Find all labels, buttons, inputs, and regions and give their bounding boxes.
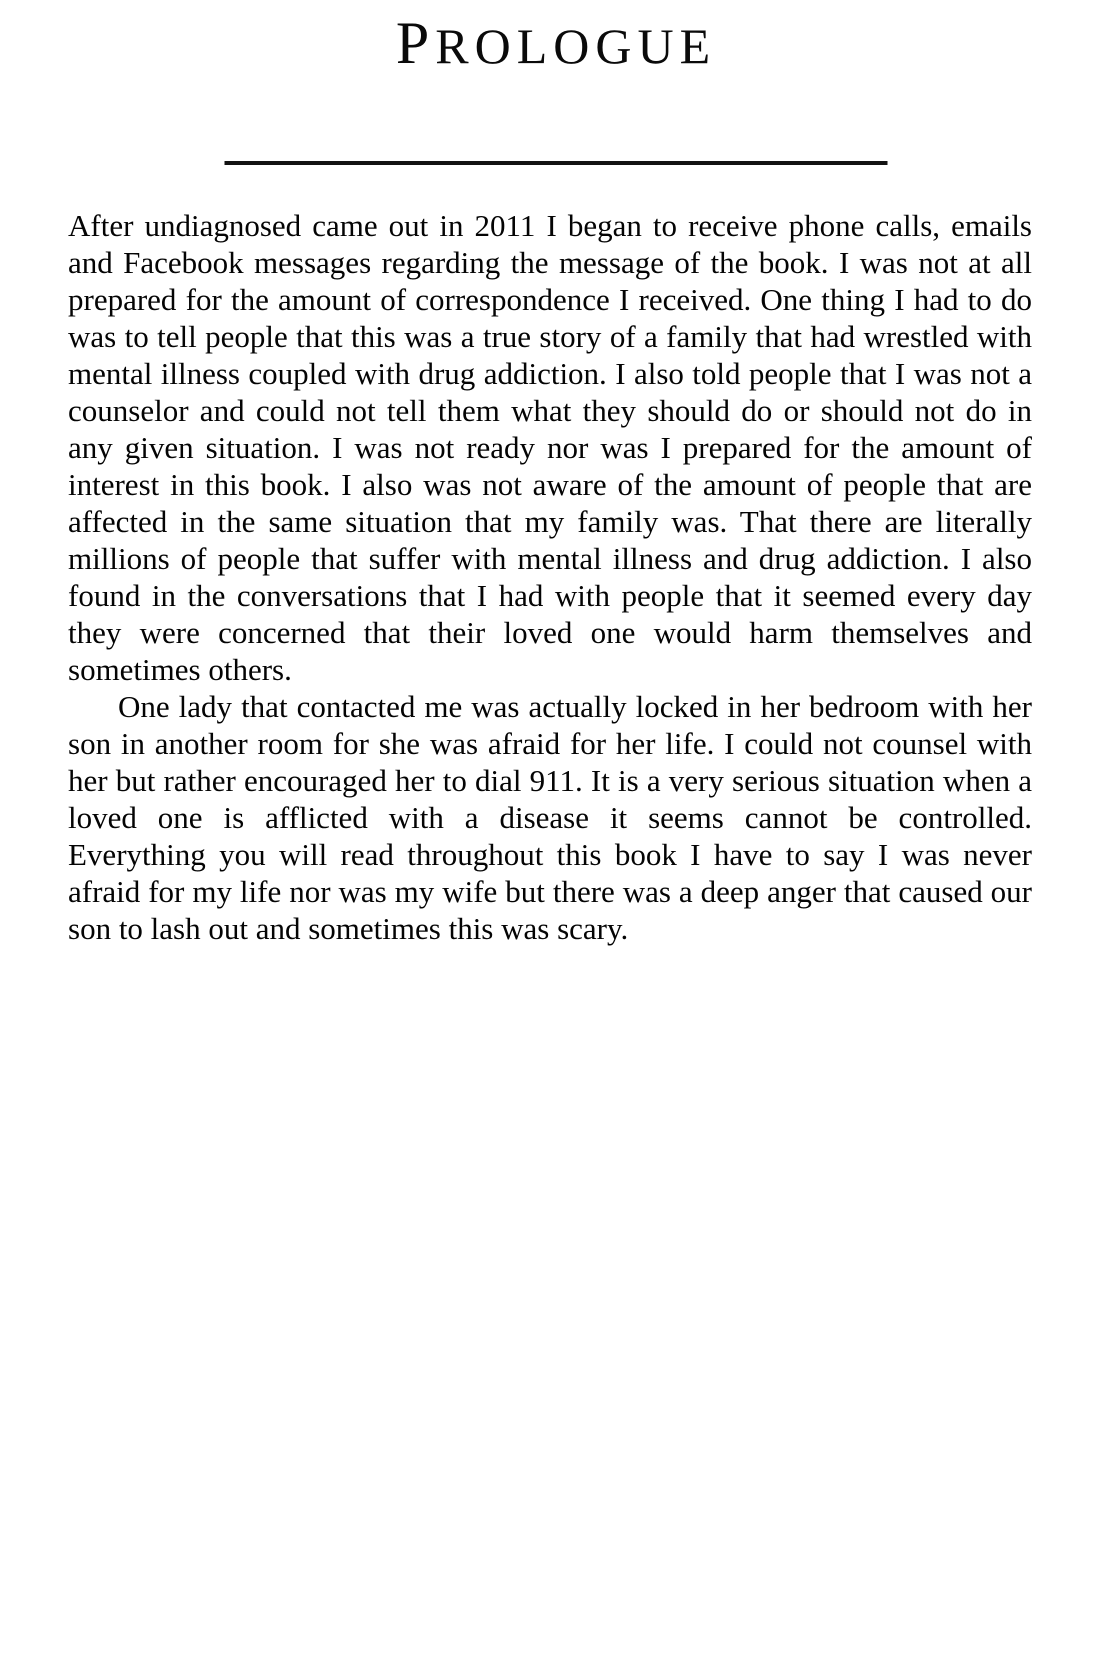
chapter-title: PROLOGUE bbox=[395, 10, 717, 76]
title-divider bbox=[225, 161, 888, 165]
body-text bbox=[68, 207, 1032, 947]
paragraph-2: One lady that contacted me was actually locked in her bedroom with her son in another room for she was afraid for her life. I could not counsel with her but rather encouraged her to dial 911. It is a very serious situation when a loved one is afflicted with a disease it seems cannot be controlled. Everything you will read throughout this book I have to say I was never afraid for my life nor was my wife but there was a deep anger that caused our son to lash out and sometimes this was scary. bbox=[68, 689, 1032, 946]
paragraph-1: After undiagnosed came out in 2011 I began to receive phone calls, emails and Facebook messages regarding the message of the book. I was not at all prepared for the amount of correspondence I received. One thing I had to do was to tell people that this was a true story of a family that had wrestled with mental illness coupled with drug addiction. I also told people that I was not a counselor and could not tell them what they should do or should not do in any given situation. I was not ready nor was I prepared for the amount of interest in this book. I also was not aware of the amount of people that are affected in the same situation that my family was. That there are literally millions of people that suffer with mental illness and drug addiction. I also found in the conversations that I had with people that it seemed every day they were concerned that their loved one would harm themselves and sometimes others. bbox=[68, 208, 1032, 687]
